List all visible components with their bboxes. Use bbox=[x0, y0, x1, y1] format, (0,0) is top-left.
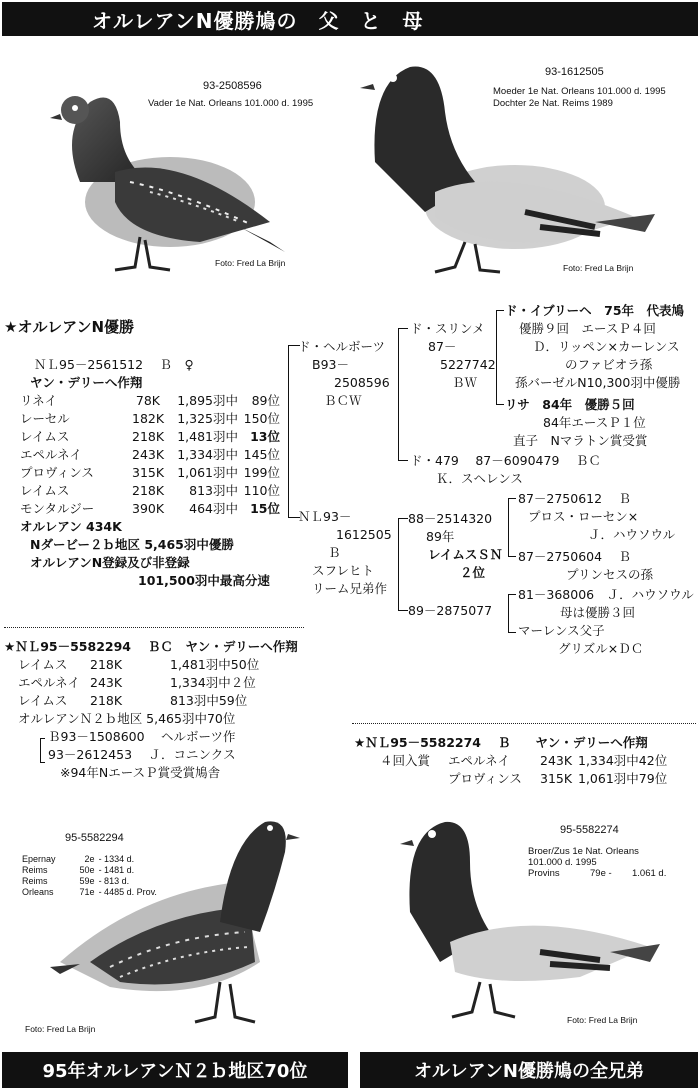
mother-credit: Foto: Fred La Brijn bbox=[563, 263, 634, 273]
race-entries: 813羽中 bbox=[189, 483, 238, 498]
bird-bl-credit: Foto: Fred La Brijn bbox=[25, 1024, 96, 1034]
pedigree-line bbox=[496, 310, 497, 404]
race-name: エペルネイ bbox=[20, 447, 82, 462]
bracket-line bbox=[40, 738, 41, 762]
bracket-line bbox=[40, 762, 45, 763]
race-name: レイムス bbox=[20, 429, 70, 444]
table-row bbox=[22, 865, 161, 876]
bracket-line bbox=[40, 738, 45, 739]
race-place: 150位 bbox=[243, 411, 280, 426]
race-distance: 218K bbox=[132, 429, 165, 444]
table-row bbox=[22, 887, 161, 898]
separator bbox=[4, 627, 304, 628]
bird2-result-row bbox=[4, 692, 304, 710]
winner-orleans: オルレアン 434K bbox=[20, 519, 122, 534]
race-entries: 1,061羽中 bbox=[177, 465, 238, 480]
bird2-result-row bbox=[4, 674, 304, 692]
race-name: レイムス bbox=[18, 693, 68, 708]
pedigree-sire: ド・ヘルボーツ B93－ 2508596 ＢＣＷ bbox=[298, 339, 390, 408]
race-name: プロヴィンス bbox=[20, 465, 94, 480]
pigeon-image-bl bbox=[20, 812, 340, 1037]
race-entries: - 4485 d. Prov. bbox=[98, 887, 157, 897]
pedigree-line bbox=[508, 594, 516, 595]
race-place: 2e bbox=[84, 854, 95, 864]
bird-br-ring: 95-5582274 bbox=[560, 824, 619, 836]
race-name: レイムス bbox=[20, 483, 70, 498]
pedigree-dam: ＮＬ93－ 1612505 Ｂ スフレヒト リーム兄弟作 bbox=[298, 509, 392, 596]
footer-right-title: オルレアンN優勝鳩の全兄弟 bbox=[414, 1061, 644, 1082]
footer-left-title: 95年オルレアンＮ２ｂ地区70位 bbox=[42, 1061, 308, 1082]
pedigree-line bbox=[288, 345, 289, 517]
race-name: モンタルジー bbox=[20, 501, 95, 516]
winner-heading: ★オルレアンN優勝 bbox=[4, 318, 135, 336]
race-result: 1,481羽中50位 bbox=[170, 657, 260, 672]
winner-result-row bbox=[20, 410, 282, 428]
bird3-place-2: 1,061羽中79位 bbox=[578, 771, 668, 786]
pigeon-image-mother bbox=[355, 42, 695, 282]
race-place: 110位 bbox=[243, 483, 280, 498]
pedigree-line bbox=[398, 518, 408, 519]
winner-result-row bbox=[20, 428, 282, 446]
bird3-place-1: 1,334羽中42位 bbox=[578, 753, 668, 768]
race-place: 71e bbox=[79, 887, 95, 897]
father-photo bbox=[20, 42, 340, 282]
race-result: 813羽中59位 bbox=[170, 693, 248, 708]
winner-ring: ＮＬ95－2561512 Ｂ ♀ bbox=[34, 357, 194, 372]
pedigree-dsd: 87－2750604 Ｂ プリンセスの孫 bbox=[518, 549, 654, 582]
bird-br-line-2: 101.000 d. 1995 bbox=[528, 857, 597, 868]
page-title: オルレアンN優勝鳩の 父 と 母 bbox=[92, 8, 424, 33]
race-entries: - 1481 d. bbox=[98, 865, 135, 875]
race-place: 50e bbox=[79, 865, 95, 875]
pedigree-dss: 87－2750612 Ｂ プロス・ローセン× Ｊ．ハウソウル bbox=[518, 491, 676, 542]
separator bbox=[352, 723, 696, 724]
bird2-result-row bbox=[4, 656, 304, 674]
race-entries: - 813 d. bbox=[98, 876, 130, 886]
pedigree-line bbox=[398, 328, 408, 329]
race-place: 59e bbox=[79, 876, 95, 886]
bird-br-line-3b: 79e - bbox=[590, 868, 612, 879]
bird-photo-bottom-left bbox=[20, 812, 340, 1037]
bird2-results bbox=[4, 656, 304, 710]
race-name: Reims bbox=[22, 865, 48, 875]
bird2-orleans: オルレアンＮ２ｂ地区 5,465羽中70位 bbox=[18, 711, 236, 726]
page-title-banner bbox=[2, 2, 698, 36]
pedigree-line bbox=[398, 518, 399, 610]
bird-br-credit: Foto: Fred La Brijn bbox=[567, 1015, 638, 1025]
footer-left-banner bbox=[2, 1052, 348, 1088]
race-place: 13位 bbox=[250, 429, 280, 444]
pedigree-ssd: リサ 84年 優勝５回 84年エースＰ１位 直子 Nマラトン賞受賞 bbox=[505, 397, 648, 448]
winner-registration: オルレアンN登録及び非登録 bbox=[30, 555, 190, 570]
race-place: 89位 bbox=[251, 393, 280, 408]
pedigree-dds: 81－368006 Ｊ．ハウソウル 母は優勝３回 マーレンス父子 グリズル×ＤＣ bbox=[518, 587, 694, 656]
race-distance: 78K bbox=[135, 393, 160, 408]
bird3-race-1: エペルネイ bbox=[448, 753, 510, 768]
winner-fastest: 101,500羽中最高分速 bbox=[138, 573, 270, 588]
pedigree-line bbox=[508, 498, 516, 499]
pedigree-line bbox=[508, 594, 509, 632]
race-name: レイムス bbox=[18, 657, 68, 672]
mother-note-2: Dochter 2e Nat. Reims 1989 bbox=[493, 98, 613, 109]
race-entries: 1,481羽中 bbox=[177, 429, 238, 444]
winner-breeder: ヤン・デリーへ作翔 bbox=[30, 375, 143, 390]
winner-result-row bbox=[20, 500, 282, 518]
race-result: 1,334羽中２位 bbox=[170, 675, 256, 690]
footer-right-banner bbox=[360, 1052, 698, 1088]
race-place: 15位 bbox=[250, 501, 280, 516]
race-entries: 464羽中 bbox=[189, 501, 238, 516]
bird-br-line-3c: 1.061 d. bbox=[632, 868, 667, 879]
bird3-block bbox=[354, 734, 698, 788]
winner-result-row bbox=[20, 464, 282, 482]
mother-note-1: Moeder 1e Nat. Orleans 101.000 d. 1995 bbox=[493, 86, 666, 97]
bird2-ring: ★ＮＬ95－5582294 ＢＣ ヤン・デリーへ作翔 bbox=[4, 639, 298, 654]
bird2-block bbox=[4, 638, 304, 782]
bird-br-line-3a: Provins bbox=[528, 868, 560, 879]
winner-derby: Nダービー２ｂ地区 5,465羽中優勝 bbox=[30, 537, 234, 552]
race-entries: 1,325羽中 bbox=[177, 411, 238, 426]
race-distance: 218K bbox=[90, 657, 123, 672]
table-row bbox=[22, 854, 161, 865]
race-name: レーセル bbox=[20, 411, 70, 426]
pedigree-line bbox=[398, 610, 408, 611]
race-name: Orleans bbox=[22, 887, 54, 897]
race-place: 145位 bbox=[243, 447, 280, 462]
bird-br-line-1: Broer/Zus 1e Nat. Orleans bbox=[528, 846, 639, 857]
winner-result-row bbox=[20, 392, 282, 410]
bird-bl-results bbox=[22, 854, 161, 898]
race-distance: 243K bbox=[90, 675, 123, 690]
bird2-note: ※94年NエースＰ賞受賞鳩舎 bbox=[60, 765, 221, 780]
pedigree-line bbox=[508, 632, 516, 633]
race-distance: 218K bbox=[90, 693, 123, 708]
race-distance: 390K bbox=[132, 501, 165, 516]
bird2-parent-1: Ｂ93－1508600 ヘルボーツ作 bbox=[48, 729, 236, 744]
pedigree-sire-sire: ド・スリンメ 87－ 5227742 ＢＷ bbox=[410, 321, 496, 390]
winner-results bbox=[20, 392, 282, 518]
bird-bl-ring: 95-5582294 bbox=[65, 832, 124, 844]
table-row bbox=[22, 876, 161, 887]
pigeon-image-father bbox=[20, 42, 340, 282]
pedigree-line bbox=[508, 498, 509, 556]
winner-result-row bbox=[20, 446, 282, 464]
race-name: Reims bbox=[22, 876, 48, 886]
pedigree-line bbox=[398, 328, 399, 460]
race-name: リネイ bbox=[20, 393, 58, 408]
pedigree-sire-dam: ド・479 87－6090479 ＢＣ Ｋ．スヘレンス bbox=[410, 453, 601, 486]
pedigree-line bbox=[508, 556, 516, 557]
father-credit: Foto: Fred La Brijn bbox=[215, 258, 286, 268]
bird3-dist-1: 243K bbox=[540, 753, 573, 768]
race-name: Epernay bbox=[22, 854, 56, 864]
father-ring: 93-2508596 bbox=[203, 80, 262, 92]
pedigree-dam-dam: 89－2875077 bbox=[408, 603, 493, 618]
father-note: Vader 1e Nat. Orleans 101.000 d. 1995 bbox=[148, 98, 314, 109]
mother-photo bbox=[355, 42, 695, 282]
winner-details bbox=[20, 356, 282, 590]
pedigree-line bbox=[496, 404, 504, 405]
mother-ring: 93-1612505 bbox=[545, 66, 604, 78]
pedigree-dam-sire: 88－2514320 89年 レイムスＳＮ ２位 bbox=[408, 511, 503, 580]
winner-result-row bbox=[20, 482, 282, 500]
race-distance: 243K bbox=[132, 447, 165, 462]
race-place: 199位 bbox=[243, 465, 280, 480]
race-distance: 182K bbox=[132, 411, 165, 426]
race-entries: - 1334 d. bbox=[98, 854, 135, 864]
pedigree-sss: ド・イブリーヘ 75年 代表鳩 優勝９回 エースＰ４回 Ｄ．リッペン×カーレンス のファビオラ孫 孫バーゼルN10,300羽中優勝 bbox=[505, 303, 685, 390]
pedigree-line bbox=[496, 310, 504, 311]
race-name: エペルネイ bbox=[18, 675, 80, 690]
race-distance: 315K bbox=[132, 465, 165, 480]
bird3-awards: ４回入賞 bbox=[380, 753, 431, 768]
pedigree-line bbox=[398, 460, 408, 461]
bird3-ring: ★ＮＬ95－5582274 Ｂ ヤン・デリーへ作翔 bbox=[354, 735, 648, 750]
bird3-dist-2: 315K bbox=[540, 771, 573, 786]
race-distance: 218K bbox=[132, 483, 165, 498]
race-entries: 1,895羽中 bbox=[177, 393, 238, 408]
bird3-race-2: プロヴィンス bbox=[448, 771, 522, 786]
bird2-parent-2: 93－2612453 Ｊ．コニンクス bbox=[48, 747, 236, 762]
race-entries: 1,334羽中 bbox=[177, 447, 238, 462]
